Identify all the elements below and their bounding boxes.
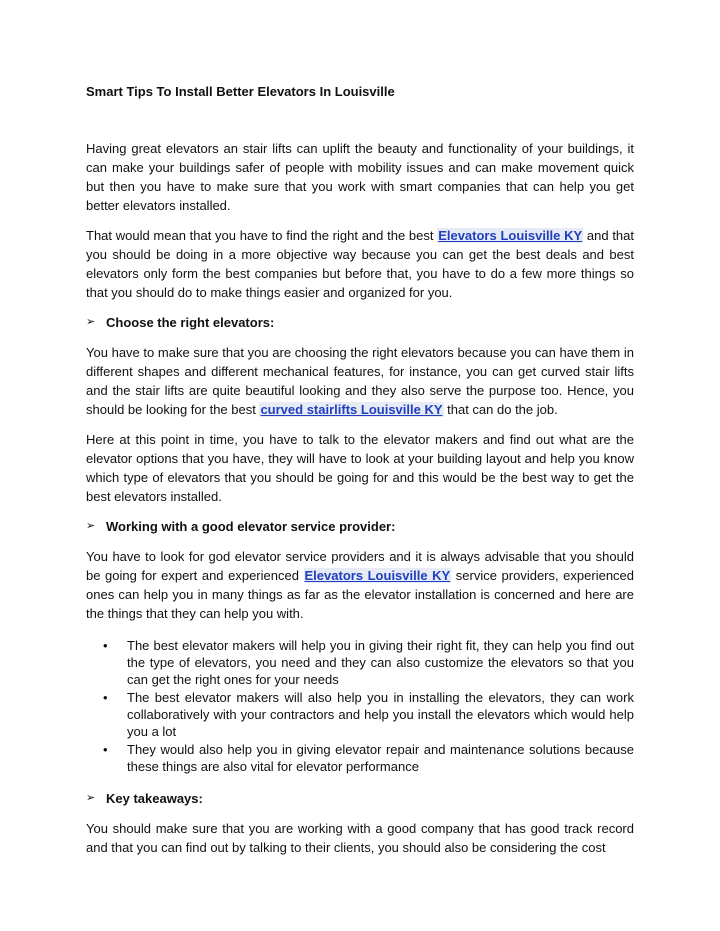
paragraph-text: service providers, experienced ones can help you in many things as far as the elevator installation is concerned and here are the things that they can help you with.: [86, 568, 635, 621]
bullet-list: [86, 637, 634, 775]
document-title: Smart Tips To Install Better Elevators In Louisville: [86, 84, 395, 99]
list-item: [86, 741, 634, 775]
arrow-bullet-icon: ➢: [86, 792, 96, 804]
paragraph-elevator-makers: Here at this point in time, you have to talk to the elevator makers and find out what are the elevator options that you have, they will have to look at your building layout and help you know which type of elevators that you should be going for and this would be the best way to get the best elevators installed.: [86, 432, 634, 504]
paragraph-key-takeaways: You should make sure that you are working with a good company that has good track record and that you can find out by talking to their clients, you should also be considering the cost: [86, 821, 634, 855]
paragraph-text: and that you should be doing in a more objective way because you can get the best deals and best elevators only form the best companies but before that, you have to do a few more things so that you should do to make things easier and organized for you.: [86, 228, 634, 300]
paragraph-text: that can do the job.: [443, 402, 558, 417]
paragraph-text: You have to make sure that you are choosing the right elevators because you can have them in different shapes and different mechanical features, for instance, you can get curved stair lifts and the stair lifts are quite beautiful looking and they also serve the purpose too. Hence, you should be looking for the best: [86, 345, 634, 417]
heading-text: Choose the right elevators:: [106, 315, 275, 330]
paragraph-right-and-best: [86, 226, 634, 302]
paragraph-intro: Having great elevators an stair lifts can uplift the beauty and functionality of your buildings, it can make your buildings safer of people with mobility issues and can make movement quick but then you have to make sure that you work with smart companies that can help you get better elevators installed.: [86, 141, 634, 213]
section-heading-key-takeaways: [86, 789, 634, 808]
heading-text: Working with a good elevator service provider:: [106, 519, 396, 534]
bullet-dot-icon: •: [103, 638, 108, 653]
elevators-louisville-link-2[interactable]: Elevators Louisville KY: [304, 568, 451, 583]
list-item-text: The best elevator makers will also help you in installing the elevators, they can work collaboratively with your contractors and help you install the elevators which would help you a lot: [127, 690, 634, 739]
arrow-bullet-icon: ➢: [86, 520, 96, 532]
list-item-text: The best elevator makers will help you in giving their right fit, they can help you find out the type of elevators, you need and they can also customize the elevators so that you can get the right ones for your needs: [127, 638, 634, 687]
paragraph-text: You have to look for god elevator service providers and it is always advisable that you should be going for expert and experienced: [86, 549, 634, 583]
elevators-louisville-link[interactable]: Elevators Louisville KY: [438, 228, 583, 243]
list-item-text: They would also help you in giving elevator repair and maintenance solutions because these things are also vital for elevator performance: [127, 742, 634, 774]
paragraph-choose: [86, 343, 634, 419]
list-item: [86, 637, 634, 688]
bullet-dot-icon: •: [103, 690, 108, 705]
paragraph-service-provider: [86, 547, 634, 623]
heading-text: Key takeaways:: [106, 791, 203, 806]
section-heading-choose: [86, 313, 634, 332]
section-heading-service-provider: [86, 517, 634, 536]
list-item: [86, 689, 634, 740]
curved-stairlifts-link[interactable]: curved stairlifts Louisville KY: [260, 402, 443, 417]
paragraph-text: That would mean that you have to find the right and the best: [86, 228, 438, 243]
arrow-bullet-icon: ➢: [86, 316, 96, 328]
bullet-dot-icon: •: [103, 742, 108, 757]
